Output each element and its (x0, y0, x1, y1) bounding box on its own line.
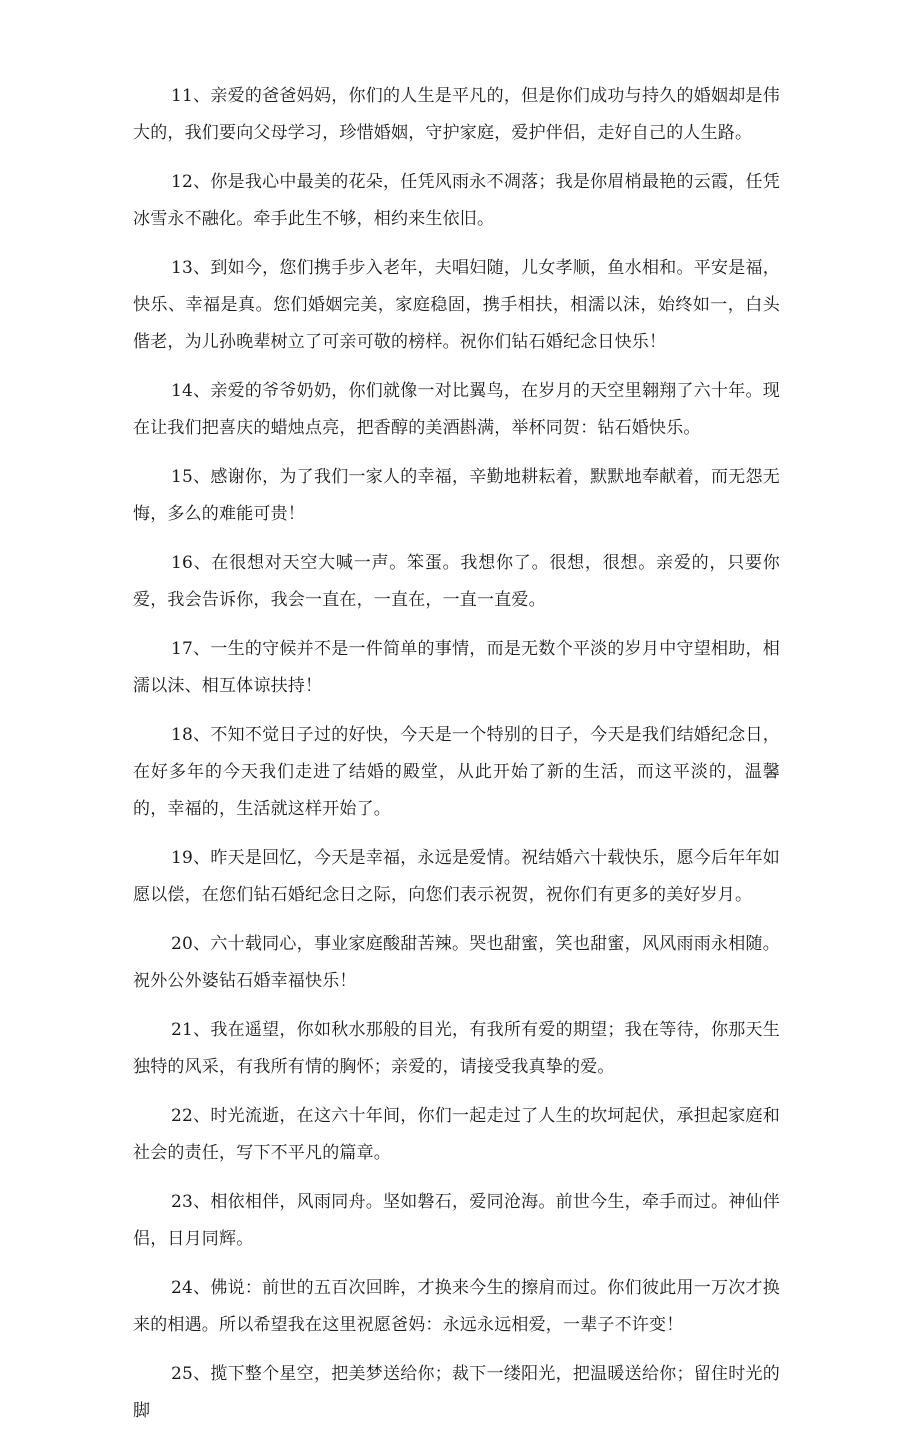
paragraph-24: 24、佛说：前世的五百次回眸，才换来今生的擦肩而过。你们彼此用一万次才换来的相遇。所以希望我在这里祝愿爸妈：永远永远相爱，一辈子不许变！ (133, 1278, 780, 1335)
paragraph-15: 15、感谢你，为了我们一家人的幸福，辛勤地耕耘着，默默地奉献着，而无怨无悔，多么的难能可贵！ (133, 467, 780, 524)
paragraph-12: 12、你是我心中最美的花朵，任凭风雨永不凋落；我是你眉梢最艳的云霞，任凭冰雪永不融化。牵手此生不够，相约来生依旧。 (133, 172, 780, 229)
paragraph-16: 16、在很想对天空大喊一声。笨蛋。我想你了。很想，很想。亲爱的，只要你爱，我会告诉你，我会一直在，一直在，一直一直爱。 (133, 553, 780, 610)
paragraph-20: 20、六十载同心，事业家庭酸甜苦辣。哭也甜蜜，笑也甜蜜，风风雨雨永相随。祝外公外婆钻石婚幸福快乐！ (133, 934, 780, 991)
document-body (133, 78, 780, 1442)
paragraph-25: 25、揽下整个星空，把美梦送给你；裁下一缕阳光，把温暖送给你；留住时光的脚 (133, 1364, 780, 1421)
paragraph-23: 23、相依相伴，风雨同舟。坚如磐石，爱同沧海。前世今生，牵手而过。神仙伴侣，日月同辉。 (133, 1192, 780, 1249)
paragraph-11: 11、亲爱的爸爸妈妈，你们的人生是平凡的，但是你们成功与持久的婚姻却是伟大的，我们要向父母学习，珍惜婚姻，守护家庭，爱护伴侣，走好自己的人生路。 (133, 86, 780, 143)
paragraph-21: 21、我在遥望，你如秋水那般的目光，有我所有爱的期望；我在等待，你那天生独特的风采，有我所有情的胸怀；亲爱的，请接受我真挚的爱。 (133, 1020, 780, 1077)
paragraph-22: 22、时光流逝，在这六十年间，你们一起走过了人生的坎坷起伏，承担起家庭和社会的责任，写下不平凡的篇章。 (133, 1106, 780, 1163)
paragraph-13: 13、到如今，您们携手步入老年，夫唱妇随，儿女孝顺，鱼水相和。平安是福，快乐、幸福是真。您们婚姻完美，家庭稳固，携手相扶，相濡以沫，始终如一，白头偕老，为儿孙晚辈树立了可亲可敬的榜样。祝你们钻石婚纪念日快乐！ (133, 258, 780, 352)
paragraph-17: 17、一生的守候并不是一件简单的事情，而是无数个平淡的岁月中守望相助，相濡以沫、相互体谅扶持！ (133, 639, 780, 696)
paragraph-18: 18、不知不觉日子过的好快，今天是一个特别的日子，今天是我们结婚纪念日，在好多年的今天我们走进了结婚的殿堂，从此开始了新的生活，而这平淡的，温馨的，幸福的，生活就这样开始了。 (133, 725, 780, 819)
paragraph-19: 19、昨天是回忆，今天是幸福，永远是爱情。祝结婚六十载快乐，愿今后年年如愿以偿，在您们钻石婚纪念日之际，向您们表示祝贺，祝你们有更多的美好岁月。 (133, 848, 780, 905)
paragraph-14: 14、亲爱的爷爷奶奶，你们就像一对比翼鸟，在岁月的天空里翱翔了六十年。现在让我们把喜庆的蜡烛点亮，把香醇的美酒斟满，举杯同贺：钻石婚快乐。 (133, 381, 780, 438)
